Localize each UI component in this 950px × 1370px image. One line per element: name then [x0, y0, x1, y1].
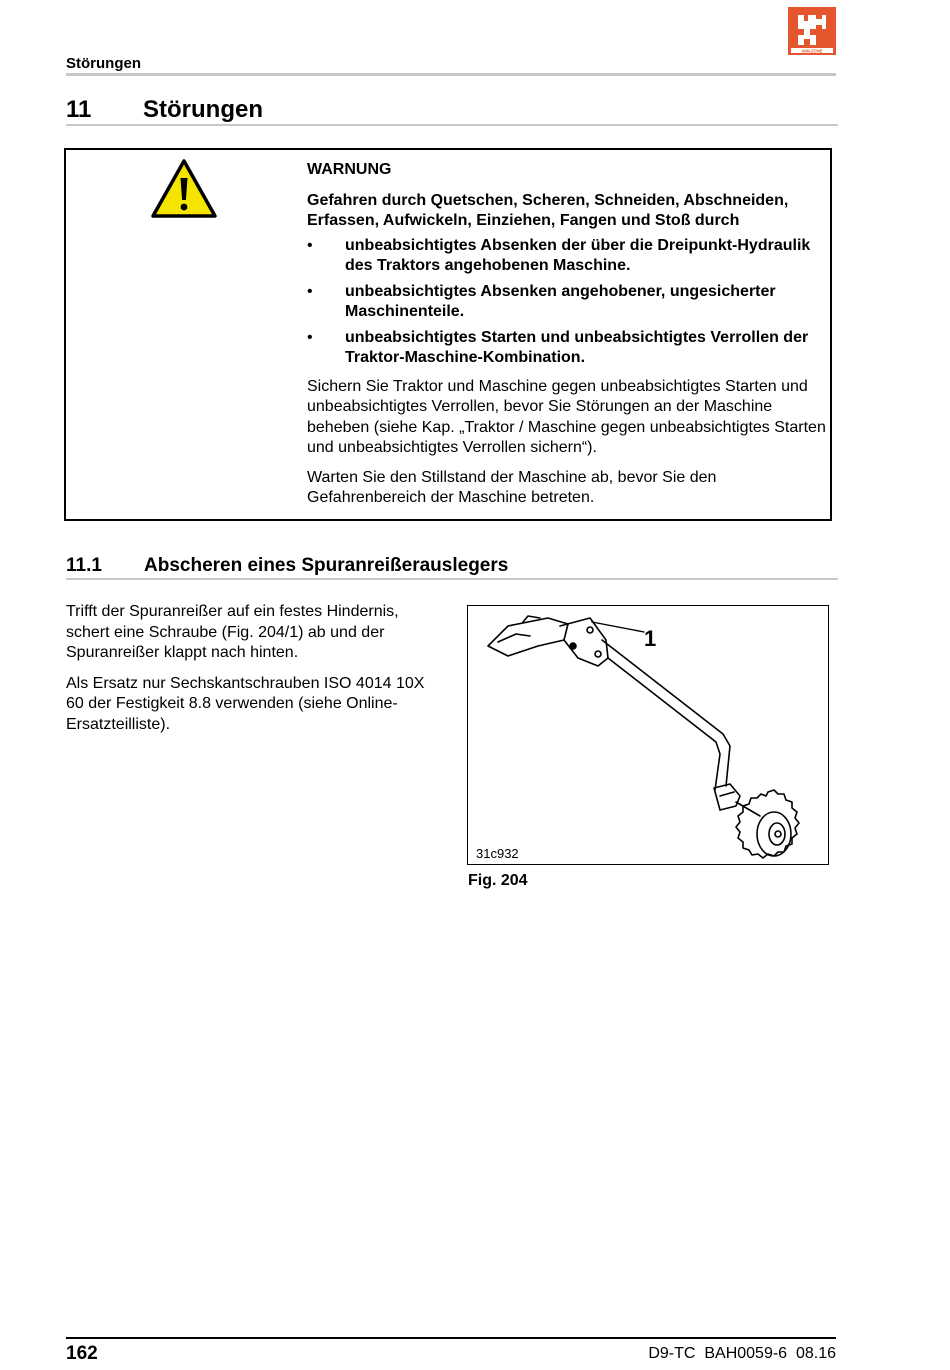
warning-content: [307, 160, 829, 518]
figure-code: 31c932: [476, 846, 519, 861]
warning-triangle-icon: [150, 158, 218, 220]
chapter-number: 11: [66, 96, 92, 123]
list-item: • unbeabsichtigtes Absenken der über die Dreipunkt-Hydraulik des Traktors angehobenen Maschine.: [307, 236, 811, 274]
running-title: Störungen: [66, 55, 141, 72]
section-rule: [66, 578, 838, 580]
warning-paragraph: Warten Sie den Stillstand der Maschine ab, bevor Sie den Gefahrenbereich der Maschine betreten.: [307, 468, 717, 506]
chapter-rule: [66, 124, 838, 126]
warning-list: [307, 236, 829, 369]
body-paragraph: Als Ersatz nur Sechskantschrauben ISO 4014 10X 60 der Festigkeit 8.8 verwenden (siehe Online-Ersatzteilliste).: [66, 674, 425, 733]
page-number: 162: [66, 1343, 98, 1364]
amazone-logo: [788, 7, 836, 55]
chapter-title: Störungen: [143, 96, 263, 123]
warning-intro: Gefahren durch Quetschen, Scheren, Schneiden, Abschneiden, Erfassen, Aufwickeln, Einziehen, Fangen und Stoß durch: [307, 191, 789, 229]
figure-204: [467, 605, 829, 865]
section-body: [66, 602, 446, 745]
svg-text:AMAZONE: AMAZONE: [801, 48, 823, 54]
body-paragraph: Trifft der Spuranreißer auf ein festes Hindernis, schert eine Schraube (Fig. 204/1) ab und der Spuranreißer klappt nach hinten.: [66, 603, 399, 661]
warning-label: WARNUNG: [307, 161, 392, 178]
marker-arm-drawing: [468, 606, 828, 864]
figure-caption: Fig. 204: [468, 872, 528, 889]
section-number: 11.1: [66, 555, 102, 576]
section-title: Abscheren eines Spuranreißerauslegers: [144, 555, 509, 576]
header-rule: [66, 73, 836, 76]
list-item: • unbeabsichtigtes Absenken angehobener, ungesicherter Maschinenteile.: [307, 282, 776, 320]
list-item: • unbeabsichtigtes Starten und unbeabsichtigtes Verrollen der Traktor-Maschine-Kombination.: [307, 328, 809, 366]
warning-paragraph: Sichern Sie Traktor und Maschine gegen unbeabsichtigtes Starten und unbeabsichtigtes Verrollen, bevor Sie Störungen an der Maschine beheben (siehe Kap. „Traktor / Maschine gegen unbeabsichtigtes Starten und unbeabsichtigtes Verrollen sichern“).: [307, 377, 826, 456]
callout-label: 1: [644, 626, 657, 651]
document-reference: D9-TC BAH0059-6 08.16: [648, 1345, 836, 1362]
footer-rule: [66, 1337, 836, 1339]
